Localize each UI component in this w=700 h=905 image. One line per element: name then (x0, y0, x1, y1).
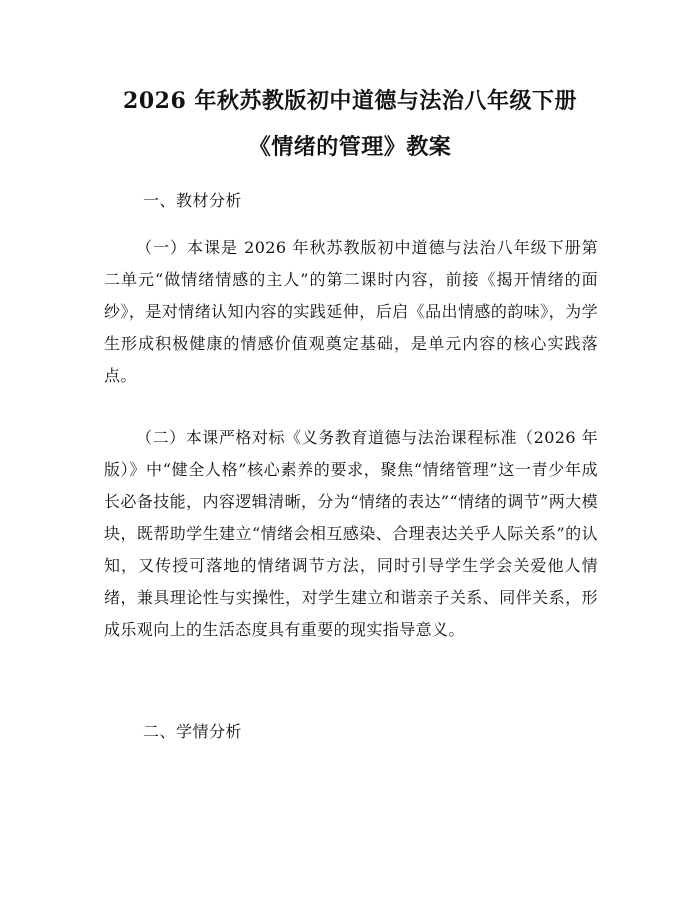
section-heading-textbook-analysis: 一、教材分析 (143, 191, 243, 210)
paragraph-2: （二）本课严格对标《义务教育道德与法治课程标准（2026 年版）》中“健全人格”核心素养的要求，聚焦“情绪管理”这一青少年成长必备技能，内容逻辑清晰，分为“情绪的表达”“情绪的调节”两大模块，既帮助学生建立“情绪会相互感染、合理表达关乎人际关系”的认知，又传授可落地的情绪调节方法，同时引导学生学会关爱他人情绪，兼具理论性与实操性，对学生建立和谐亲子关系、同伴关系，形成乐观向上的生活态度具有重要的现实指导意义。 (104, 428, 598, 639)
section-heading-student-analysis: 二、学情分析 (143, 722, 243, 741)
paragraph-1: （一）本课是 2026 年秋苏教版初中道德与法治八年级下册第二单元“做情绪情感的主人”的第二课时内容，前接《揭开情绪的面纱》，是对情绪认知内容的实践延伸，后启《品出情感的韵味》，为学生形成积极健康的情感价值观奠定基础，是单元内容的核心实践落点。 (104, 238, 598, 385)
document-subtitle: 《情绪的管理》教案 (248, 134, 452, 160)
document-title: 2026 年秋苏教版初中道德与法治八年级下册 (123, 88, 577, 114)
